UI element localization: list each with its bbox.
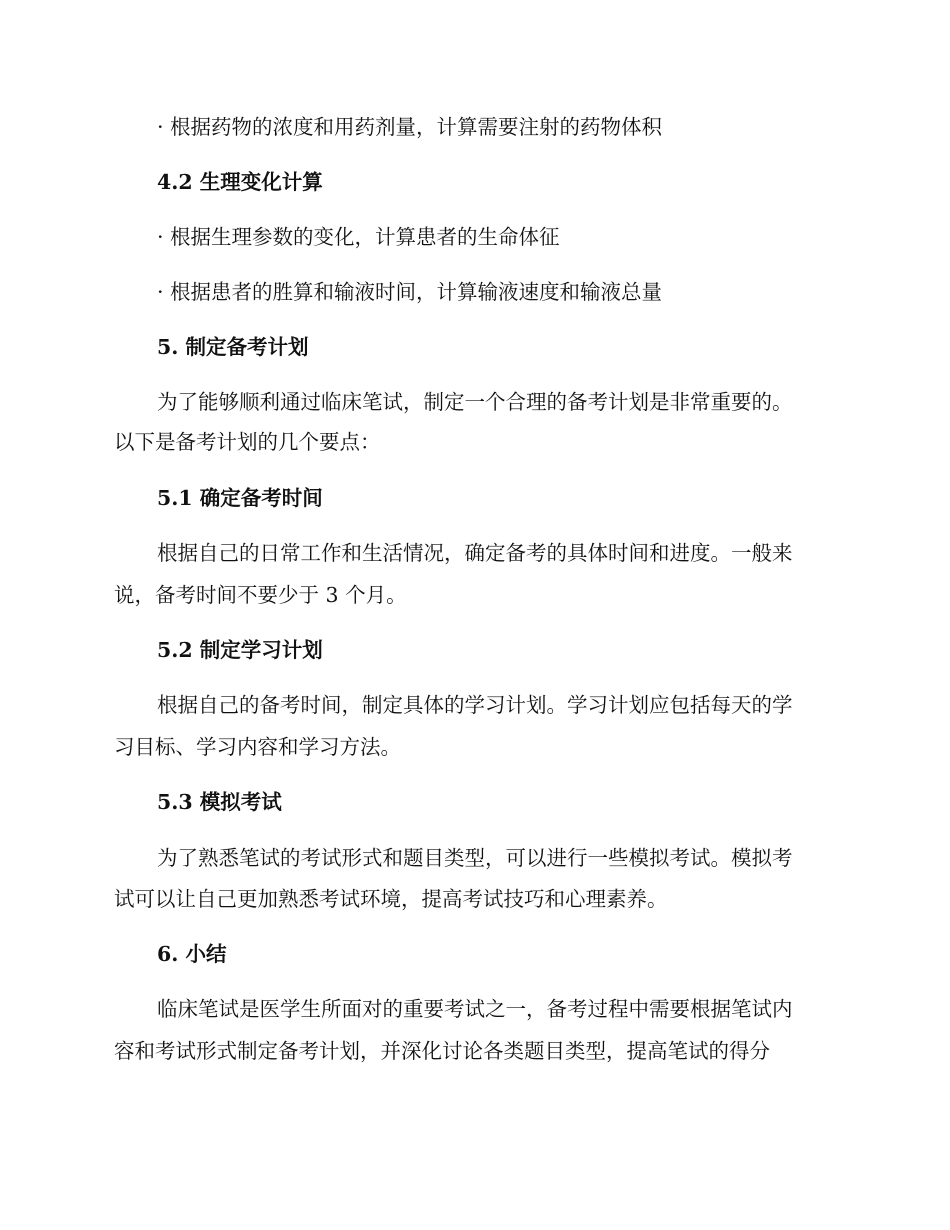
bullet-infusion-rate: · 根据患者的胜算和输液时间，计算输液速度和输液总量 (157, 280, 663, 304)
paragraph-5-line-1: 为了能够顺利通过临床笔试，制定一个合理的备考计划是非常重要的。 (157, 390, 793, 414)
bullet-vital-signs: · 根据生理参数的变化，计算患者的生命体征 (157, 225, 560, 249)
paragraph-5-3-line-2: 试可以让自己更加熟悉考试环境，提高考试技巧和心理素养。 (114, 887, 668, 911)
heading-5-3: 5.3 模拟考试 (157, 790, 282, 814)
heading-5-1: 5.1 确定备考时间 (157, 486, 323, 510)
heading-6: 6. 小结 (157, 942, 227, 966)
heading-5: 5. 制定备考计划 (157, 335, 309, 359)
bullet-drug-volume: · 根据药物的浓度和用药剂量，计算需要注射的药物体积 (157, 115, 663, 139)
paragraph-5-3-line-1: 为了熟悉笔试的考试形式和题目类型，可以进行一些模拟考试。模拟考 (157, 846, 793, 870)
paragraph-5-line-2: 以下是备考计划的几个要点： (114, 430, 381, 454)
paragraph-5-1-line-2: 说，备考时间不要少于 3 个月。 (114, 583, 407, 607)
heading-5-2: 5.2 制定学习计划 (157, 638, 323, 662)
paragraph-5-1-line-1: 根据自己的日常工作和生活情况，确定备考的具体时间和进度。一般来 (157, 541, 793, 565)
heading-4-2: 4.2 生理变化计算 (157, 170, 323, 194)
paragraph-6-line-1: 临床笔试是医学生所面对的重要考试之一，备考过程中需要根据笔试内 (157, 997, 793, 1021)
paragraph-6-line-2: 容和考试形式制定备考计划，并深化讨论各类题目类型，提高笔试的得分 (114, 1039, 770, 1063)
paragraph-5-2-line-1: 根据自己的备考时间，制定具体的学习计划。学习计划应包括每天的学 (157, 693, 793, 717)
paragraph-5-2-line-2: 习目标、学习内容和学习方法。 (114, 735, 401, 759)
